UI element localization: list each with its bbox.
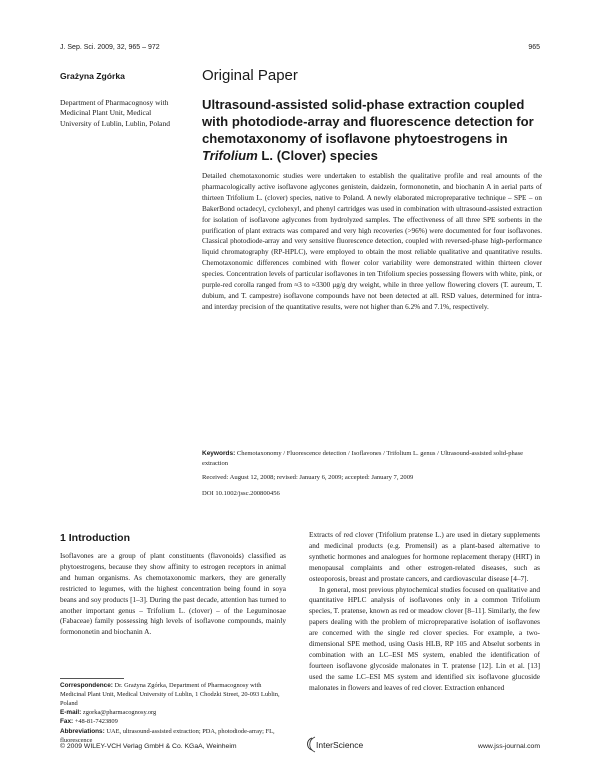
keywords-label: Keywords:: [202, 450, 236, 457]
intro-paragraph: In general, most previous phytochemical studies focused on qualitative and quantitative HPLC analysis of isoflavones only in a common Trifolium species, T. pratense, known as red or meadow clover [8–11]. Similarly, the few papers dealing with the problem of micropreparative isolation of isoflavones are concerned with the single red clover species. For example, a two-dimensional SPE method, using Oasis HLB, RP 105 and Abselut sorbents in combination with an LC–ESI MS system, enabled the identification of fourteen isoflavone glycoside malonates in T. pratense [12]. Lin et al. [13] used the same LC–ESI MS system and identified six isoflavone glucoside malonates in flowers and leaves of red clover. Extraction enhanced: [309, 584, 540, 692]
email-label: E-mail:: [60, 708, 82, 716]
page-number: 965: [528, 44, 540, 51]
received-dates: Received: August 12, 2008; revised: January 6, 2009; accepted: January 7, 2009: [202, 474, 414, 481]
title-part1: Ultrasound-assisted solid-phase extraction coupled with photodiode-array and fluorescence detection for chemotaxonomy of isoflavone phytoestrogens in: [202, 97, 534, 146]
fax-label: Fax:: [60, 717, 74, 725]
section-heading: 1 Introduction: [60, 532, 130, 544]
article-type: Original Paper: [202, 67, 298, 84]
running-head: J. Sep. Sci. 2009, 32, 965 – 972: [60, 44, 160, 51]
intro-paragraph: Extracts of red clover (Trifolium pratense L.) are used in dietary supplements and medicinal products (e.g. Promensil) as a plant-based alternative to synthetic hormones and analogues for hormone replacement therapy (HRT) in menopausal complaints and other estrogen-related diseases, such as osteoporosis, breast and prostate cancers, and cardiovascular disease [4–7].: [309, 530, 540, 583]
author-affiliation: Department of Pharmacognosy with Medicinal Plant Unit, Medical University of Lublin, Lublin, Poland: [60, 98, 170, 128]
intro-paragraph: Isoflavones are a group of plant constituents (flavonoids) classified as phytoestrogens, because they show affinity to estrogen receptors in animal and human organisms. As chemotaxonomic markers, they are generally restricted to legumes, with the highest concentration being found in soya beans and soy products [1–3]. During the past decade, attention has turned to another important genus – Trifolium L. (clover) – of the Leguminosae (Fabaceae) family possessing high levels of isoflavone compounds, mainly formononetin and biochanin A.: [60, 551, 286, 637]
title-italic: Trifolium: [202, 147, 258, 163]
keywords-text: Chemotaxonomy / Fluorescence detection / Isoflavones / Trifolium L. genus / Ultrasound-assisted solid-phase extraction: [202, 450, 523, 468]
keywords: [202, 449, 542, 470]
intro-left-column: [60, 551, 286, 638]
footer-copyright: © 2009 WILEY-VCH Verlag GmbH & Co. KGaA, Weinheim: [60, 743, 237, 750]
paper-title: [202, 97, 547, 165]
intro-right-column: [309, 530, 540, 694]
correspondence-text: Dr. Grażyna Zgórka, Department of Pharmacognosy with Medicinal Plant Unit, Medical University of Lublin, 1 Chodzki Street, 20-093 Lublin, Poland: [60, 682, 280, 707]
abstract: Detailed chemotaxonomic studies were undertaken to establish the qualitative profile and real amounts of the pharmacologically active isoflavone aglycones genistein, daidzein, formononetin, and biochanin A in aerial parts of thirteen Trifolium L. (clover) species, native to Poland. A newly elaborated micropreparative technique – SPE – on BakerBond octadecyl, cyclohexyl, and phenyl cartridges was used in combination with ultrasound-assisted extraction for isolation of isoflavone aglycones from hydrolyzed samples. The effectiveness of all three SPE sorbents in the purification of plant extracts was compared and very high recoveries (>96%) were documented for four isoflavones. Classical photodiode-array and very sensitive fluorescence detection, coupled with reversed-phase high-performance liquid chromatography (RP-HPLC), were employed to obtain the most reliable qualitative and quantitative results. Chemotaxonomic differences combined with flower color variability were demonstrated within thirteen clover species. Concentration levels of particular isoflavones in ten Trifolium species possessing flowers with white, pink, or purple-red corolla ranged from ≈3 to ≈3300 μg/g dry weight, while in three yellow flowering clovers (T. aureum, T. dubium, and T. campestre) isoflavone compounds have not been detected at all. RSD values, determined for intra- and interday precision of the quantitative results, were not higher than 6.2% and 7.1%, respectively.: [202, 172, 542, 311]
logo-text: InterScience: [316, 740, 364, 750]
email-link[interactable]: zgorka@pharmacognosy.org: [82, 708, 157, 716]
doi: DOI 10.1002/jssc.200800456: [202, 490, 280, 497]
abbreviations-text: UAE, ultrasound-assisted extraction; PDA, photodiode-array; FL, fluorescence: [60, 728, 275, 744]
footnote-rule: [60, 678, 124, 679]
footer-url[interactable]: www.jss-journal.com: [478, 743, 540, 750]
correspondence-label: Correspondence:: [60, 682, 113, 689]
author-name: Grażyna Zgórka: [60, 71, 125, 81]
interscience-logo-icon: [304, 736, 366, 754]
fax-number: +48-81-7423809: [74, 717, 118, 725]
correspondence: [60, 682, 286, 727]
abbreviations-label: Abbreviations:: [60, 728, 105, 735]
title-part2: L. (Clover) species: [257, 147, 378, 163]
